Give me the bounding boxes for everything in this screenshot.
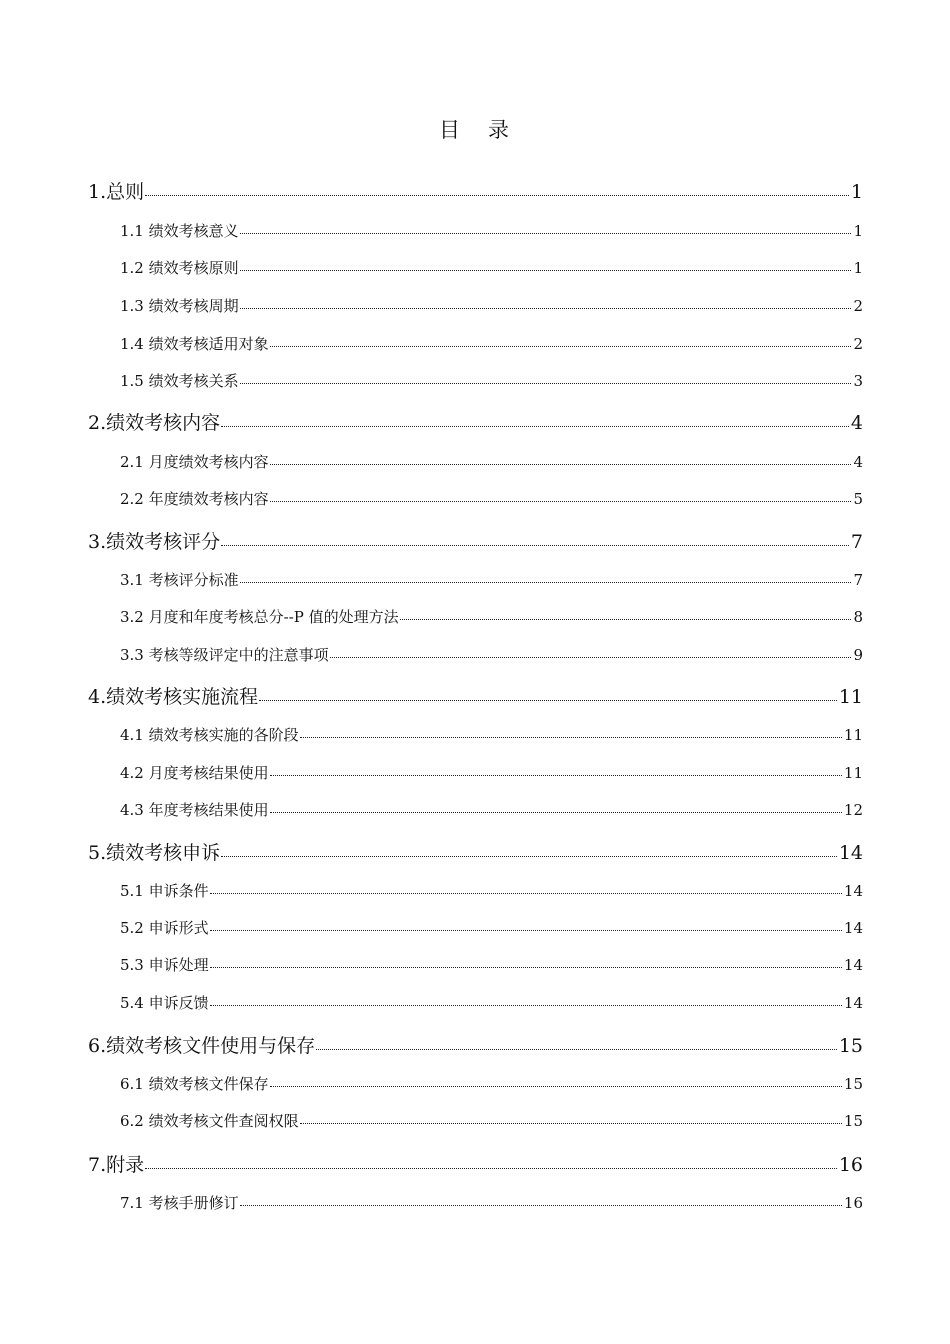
toc-section-entry[interactable] — [120, 954, 863, 975]
toc-entry-label: 4.2 月度考核结果使用 — [120, 764, 269, 782]
toc-leader-dots — [270, 346, 852, 347]
toc-page-number: 5 — [853, 490, 863, 508]
toc-entry-label: 6.绩效考核文件使用与保存 — [88, 1035, 316, 1057]
toc-page-number: 15 — [843, 1075, 863, 1093]
toc-page-number: 1 — [853, 222, 863, 240]
toc-page-number: 11 — [843, 764, 863, 782]
toc-chapter-entry[interactable] — [88, 1031, 863, 1058]
toc-leader-dots — [330, 657, 852, 658]
toc-entry-label: 5.3 申诉处理 — [120, 956, 209, 974]
toc-entry-label: 1.5 绩效考核关系 — [120, 372, 239, 390]
toc-leader-dots — [240, 1205, 842, 1206]
toc-leader-dots — [221, 426, 849, 427]
toc-leader-dots — [240, 308, 852, 309]
toc-title-char-2: 录 — [488, 118, 511, 142]
toc-section-entry[interactable] — [120, 799, 863, 820]
toc-entry-label: 3.2 月度和年度考核总分--P 值的处理方法 — [120, 608, 399, 626]
toc-entry-label: 4.绩效考核实施流程 — [88, 686, 259, 708]
toc-leader-dots — [270, 464, 852, 465]
toc-section-entry[interactable] — [120, 451, 863, 472]
toc-section-entry[interactable] — [120, 606, 863, 627]
toc-leader-dots — [221, 856, 837, 857]
toc-page-number: 11 — [838, 686, 863, 708]
toc-section-entry[interactable] — [120, 257, 863, 278]
toc-leader-dots — [270, 1086, 842, 1087]
toc-section-entry[interactable] — [120, 762, 863, 783]
toc-chapter-entry[interactable] — [88, 527, 863, 554]
toc-entry-label: 6.2 绩效考核文件查阅权限 — [120, 1112, 299, 1130]
toc-page-number: 16 — [838, 1154, 863, 1176]
toc-section-entry[interactable] — [120, 880, 863, 901]
toc-page-number: 1 — [850, 181, 863, 203]
toc-title — [0, 114, 950, 144]
toc-leader-dots — [221, 545, 849, 546]
toc-chapter-entry[interactable] — [88, 682, 863, 709]
toc-entry-label: 7.1 考核手册修订 — [120, 1194, 239, 1212]
toc-entry-label: 1.1 绩效考核意义 — [120, 222, 239, 240]
toc-page-number: 8 — [853, 608, 863, 626]
toc-page-number: 14 — [843, 956, 863, 974]
toc-section-entry[interactable] — [120, 724, 863, 745]
toc-chapter-entry[interactable] — [88, 838, 863, 865]
toc-leader-dots — [210, 967, 842, 968]
toc-leader-dots — [145, 195, 849, 196]
toc-leader-dots — [300, 1123, 842, 1124]
toc-section-entry[interactable] — [120, 644, 863, 665]
toc-page-number: 15 — [838, 1035, 863, 1057]
toc-page-number: 7 — [853, 571, 863, 589]
toc-page-number: 7 — [850, 531, 863, 553]
toc-leader-dots — [300, 737, 842, 738]
toc-entry-label: 1.4 绩效考核适用对象 — [120, 335, 269, 353]
toc-entry-label: 6.1 绩效考核文件保存 — [120, 1075, 269, 1093]
toc-leader-dots — [270, 812, 842, 813]
toc-entry-label: 4.1 绩效考核实施的各阶段 — [120, 726, 299, 744]
toc-section-entry[interactable] — [120, 220, 863, 241]
toc-page-number: 15 — [843, 1112, 863, 1130]
toc-chapter-entry[interactable] — [88, 1150, 863, 1177]
toc-leader-dots — [145, 1168, 837, 1169]
toc-section-entry[interactable] — [120, 992, 863, 1013]
toc-page-number: 2 — [853, 335, 863, 353]
toc-page-number: 11 — [843, 726, 863, 744]
toc-section-entry[interactable] — [120, 917, 863, 938]
toc-entry-label: 1.3 绩效考核周期 — [120, 297, 239, 315]
toc-section-entry[interactable] — [120, 1192, 863, 1213]
toc-entry-label: 1.总则 — [88, 181, 145, 203]
toc-chapter-entry[interactable] — [88, 177, 863, 204]
toc-page-number: 14 — [843, 994, 863, 1012]
toc-section-entry[interactable] — [120, 1110, 863, 1131]
toc-leader-dots — [259, 700, 837, 701]
toc-leader-dots — [240, 383, 852, 384]
toc-section-entry[interactable] — [120, 295, 863, 316]
toc-entry-label: 3.1 考核评分标准 — [120, 571, 239, 589]
toc-page-number: 3 — [853, 372, 863, 390]
toc-section-entry[interactable] — [120, 333, 863, 354]
toc-entry-label: 5.1 申诉条件 — [120, 882, 209, 900]
toc-leader-dots — [210, 893, 842, 894]
toc-entry-label: 1.2 绩效考核原则 — [120, 259, 239, 277]
toc-page-number: 1 — [853, 259, 863, 277]
toc-page-number: 14 — [843, 919, 863, 937]
toc-page-number: 4 — [853, 453, 863, 471]
toc-entry-label: 2.1 月度绩效考核内容 — [120, 453, 269, 471]
toc-leader-dots — [240, 582, 852, 583]
toc-leader-dots — [400, 619, 852, 620]
toc-chapter-entry[interactable] — [88, 408, 863, 435]
toc-leader-dots — [210, 1005, 842, 1006]
toc-page-number: 12 — [843, 801, 863, 819]
toc-entry-label: 7.附录 — [88, 1154, 145, 1176]
toc-leader-dots — [210, 930, 842, 931]
toc-title-char-1: 目 — [439, 118, 462, 142]
toc-section-entry[interactable] — [120, 488, 863, 509]
toc-entry-label: 2.2 年度绩效考核内容 — [120, 490, 269, 508]
toc-leader-dots — [316, 1049, 837, 1050]
toc-page-number: 14 — [838, 842, 863, 864]
toc-entry-label: 3.3 考核等级评定中的注意事项 — [120, 646, 329, 664]
toc-entry-label: 3.绩效考核评分 — [88, 531, 221, 553]
toc-section-entry[interactable] — [120, 1073, 863, 1094]
toc-entry-label: 2.绩效考核内容 — [88, 412, 221, 434]
toc-page-number: 14 — [843, 882, 863, 900]
toc-page-number: 9 — [853, 646, 863, 664]
toc-entry-label: 4.3 年度考核结果使用 — [120, 801, 269, 819]
toc-leader-dots — [270, 501, 852, 502]
toc-page-number: 16 — [843, 1194, 863, 1212]
toc-leader-dots — [270, 775, 842, 776]
toc-section-entry[interactable] — [120, 569, 863, 590]
toc-leader-dots — [240, 233, 852, 234]
toc-entry-label: 5.绩效考核申诉 — [88, 842, 221, 864]
toc-entry-label: 5.4 申诉反馈 — [120, 994, 209, 1012]
toc-page-number: 4 — [850, 412, 863, 434]
toc-leader-dots — [240, 270, 852, 271]
toc-section-entry[interactable] — [120, 370, 863, 391]
toc-page-number: 2 — [853, 297, 863, 315]
toc-entry-label: 5.2 申诉形式 — [120, 919, 209, 937]
